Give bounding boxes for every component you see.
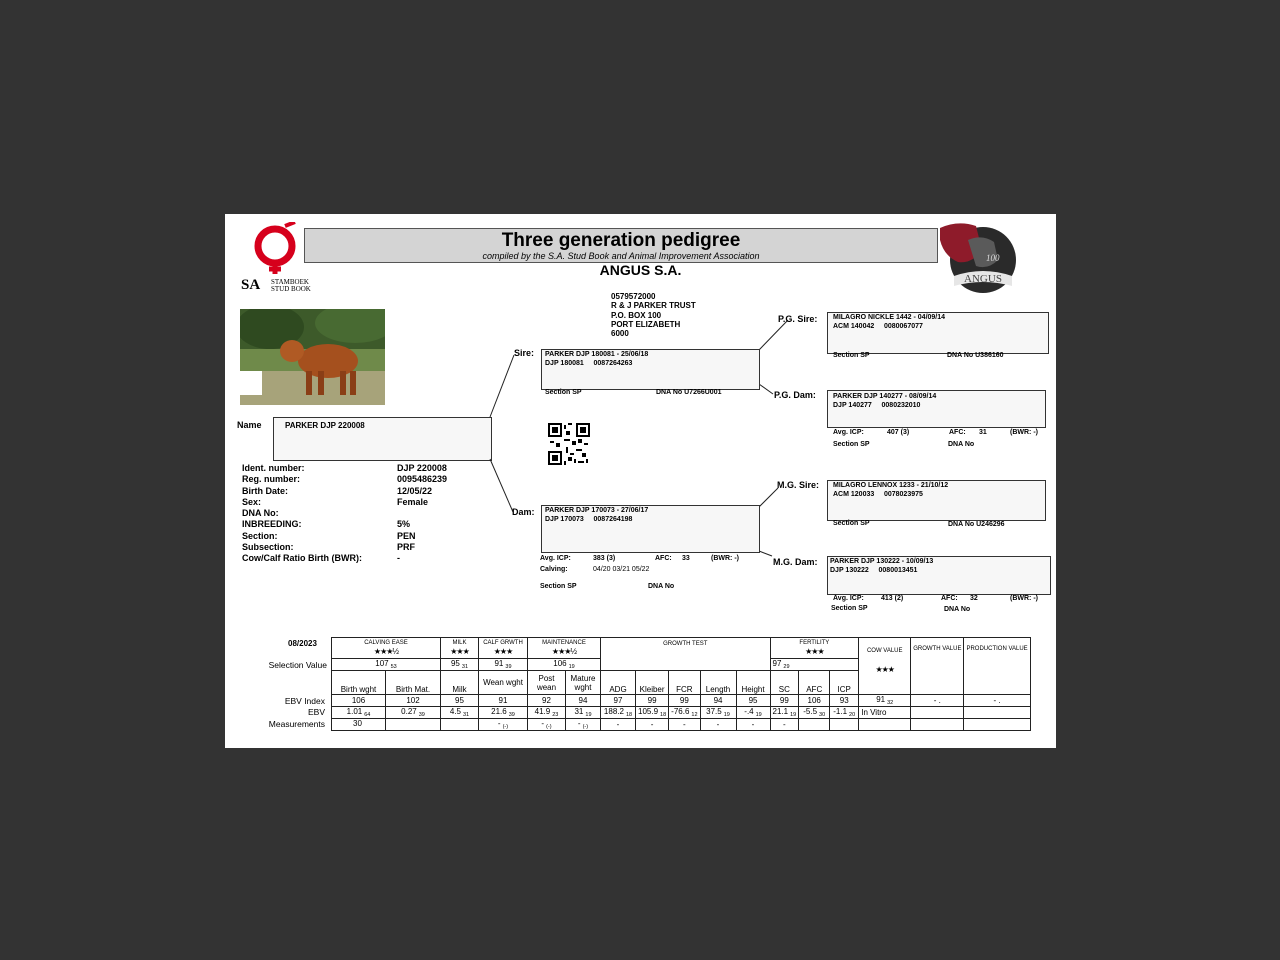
mg-dam-afc-label: AFC: — [941, 595, 958, 602]
ebv-value: -1.1 — [833, 707, 848, 716]
logo-sa-text: SA — [241, 277, 261, 293]
detail-label: Birth Date: — [242, 485, 289, 496]
measurement-empty-cell — [964, 719, 1030, 731]
owner-line: P.O. BOX 100 — [611, 310, 662, 320]
ebv-group-header-row — [332, 638, 1031, 659]
selection-value: 106 — [553, 659, 567, 668]
calving-ease-header — [332, 638, 441, 659]
milk-stars: ★★★ — [450, 647, 469, 656]
detail-value: Female — [397, 496, 429, 507]
ebv-value: 37.5 — [706, 707, 722, 716]
ebv-cell — [479, 707, 528, 719]
logo-100-text: 100 — [986, 253, 1000, 263]
column-header: Height — [736, 671, 770, 695]
dam-bwr: (BWR: -) — [711, 555, 739, 562]
index-cell: 106 — [332, 695, 386, 707]
sire-line2: DJP 180081 0087264263 — [545, 360, 633, 367]
measurement-cell — [736, 719, 770, 731]
page-subtitle: compiled by the S.A. Stud Book and Animal Improvement Association — [482, 251, 760, 261]
ebv-value: -5.5 — [803, 707, 818, 716]
column-header: Length — [700, 671, 736, 695]
detail-value: 5% — [397, 519, 411, 530]
ebv-accuracy: 19 — [755, 712, 762, 718]
pg-dam-section: Section SP — [833, 441, 870, 448]
dam-section: Section SP — [540, 583, 577, 590]
ebv-value: -76.6 — [671, 707, 690, 716]
detail-label: Ident. number: — [242, 463, 305, 473]
pg-sire-dna: DNA No U386160 — [947, 352, 1004, 359]
maintenance-title: MAINTENANCE — [542, 640, 586, 646]
sire-label: Sire: — [514, 348, 535, 358]
ebv-empty-cell — [911, 707, 964, 719]
index-cell: 94 — [700, 695, 736, 707]
detail-value: DJP 220008 — [397, 463, 447, 473]
detail-value: 0095486239 — [397, 474, 448, 485]
dam-label: Dam: — [512, 507, 535, 517]
ebv-date: 08/2023 — [288, 639, 317, 648]
ebv-table — [331, 637, 1031, 731]
cow-value-title: COW VALUE — [866, 648, 903, 654]
dam-afc-label: AFC: — [655, 555, 672, 562]
measurement-value: - — [616, 720, 620, 729]
ebv-index-row — [332, 695, 1031, 707]
pg-dam-afc-label: AFC: — [949, 429, 966, 436]
calf-growth-header — [479, 638, 528, 659]
index-production-value: - . — [964, 695, 1030, 707]
index-cell: 93 — [830, 695, 859, 707]
ebv-cell — [601, 707, 636, 719]
column-header: Milk — [441, 671, 479, 695]
measurement-cell — [669, 719, 700, 731]
ebv-value: 21.1 — [772, 707, 789, 716]
pg-sire-line1: MILAGRO NICKLE 1442 - 04/09/14 — [833, 314, 946, 321]
measurement-cell — [566, 719, 601, 731]
selection-value-label: Selection Value — [268, 660, 327, 670]
ebv-value: 188.2 — [603, 707, 624, 716]
measurement-value: - — [783, 720, 786, 729]
index-cell: 95 — [441, 695, 479, 707]
mg-dam-icp-label: Avg. ICP: — [833, 595, 864, 602]
production-value-header — [964, 638, 1030, 695]
measurement-cell — [700, 719, 736, 731]
ebv-cell — [636, 707, 669, 719]
selection-calving-ease — [332, 659, 441, 671]
ebv-accuracy: 18 — [660, 712, 667, 718]
maintenance-header — [528, 638, 601, 659]
mg-dam-line1: PARKER DJP 130222 - 10/09/13 — [830, 558, 934, 565]
ebv-accuracy: 19 — [723, 712, 730, 718]
column-header: ADG — [601, 671, 636, 695]
calf-growth-stars: ★★★ — [493, 647, 513, 656]
mg-dam-icp-value: 413 (2) — [881, 595, 904, 602]
index-cell: 94 — [566, 695, 601, 707]
milk-title: MILK — [452, 640, 467, 646]
growth-test-header — [601, 638, 771, 671]
pg-sire-line2: ACM 140042 0080067077 — [833, 323, 923, 330]
selection-calf-growth — [479, 659, 528, 671]
ebv-row — [332, 707, 1031, 719]
selection-accuracy: 29 — [783, 664, 790, 670]
mg-sire-dna: DNA No U246296 — [948, 521, 1005, 528]
column-header: Birth wght — [332, 671, 386, 695]
detail-value: PEN — [397, 530, 416, 541]
calving-ease-title: CALVING EASE — [364, 640, 408, 646]
selection-value: 95 — [450, 659, 460, 668]
index-cell: 102 — [386, 695, 441, 707]
production-value-title: PRODUCTION VALUE — [966, 646, 1028, 652]
ebv-cell — [770, 707, 799, 719]
measurement-value: - — [650, 720, 654, 729]
ebv-label: EBV — [307, 707, 325, 717]
sire-line1: PARKER DJP 180081 - 25/06/18 — [545, 351, 649, 358]
dam-line2: DJP 170073 0087264198 — [545, 516, 633, 523]
qr-code — [548, 423, 590, 465]
dam-dna: DNA No — [648, 583, 675, 590]
index-cell: 95 — [736, 695, 770, 707]
animal-name: PARKER DJP 220008 — [285, 421, 365, 430]
mg-dam-bwr: (BWR: -) — [1010, 595, 1038, 602]
breed-name: ANGUS S.A. — [599, 262, 682, 278]
ebv-cell — [736, 707, 770, 719]
logo-angus-text: ANGUS — [964, 273, 1002, 285]
ebv-cell — [566, 707, 601, 719]
measurement-cell — [332, 719, 386, 731]
growth-value-title: GROWTH VALUE — [913, 646, 962, 652]
ebv-cell — [332, 707, 386, 719]
cow-value-accuracy: 32 — [887, 700, 894, 706]
dam-box — [541, 505, 760, 553]
detail-label: Sex: — [242, 496, 262, 507]
pg-dam-box — [827, 390, 1046, 428]
dam-calving-value: 04/20 03/21 05/22 — [593, 566, 650, 573]
column-header: Post wean — [528, 671, 566, 695]
column-header: AFC — [799, 671, 830, 695]
ebv-value: 1.01 — [346, 707, 363, 716]
mg-dam-line2: DJP 130222 0080013451 — [830, 567, 918, 574]
ebv-accuracy: 39 — [418, 712, 425, 718]
column-header: Birth Mat. — [386, 671, 441, 695]
sire-dna: DNA No U7266U001 — [656, 389, 722, 396]
detail-label: Cow/Calf Ratio Birth (BWR): — [242, 553, 362, 564]
owner-line: R & J PARKER TRUST — [611, 301, 696, 311]
index-cell: 91 — [479, 695, 528, 707]
detail-label: Subsection: — [242, 542, 294, 553]
selection-maintenance — [528, 659, 601, 671]
ebv-value: 41.9 — [534, 707, 551, 716]
owner-line: PORT ELIZABETH — [611, 319, 681, 329]
cow-value-header — [859, 638, 911, 695]
ebv-accuracy: 31 — [463, 712, 470, 718]
index-cow-value — [859, 695, 911, 707]
column-header: Mature wght — [566, 671, 601, 695]
ebv-cell — [386, 707, 441, 719]
pg-dam-afc-value: 31 — [979, 429, 987, 436]
selection-value: 91 — [494, 659, 504, 668]
growth-value-header — [911, 638, 964, 695]
logo-stamboek-text: STAMBOEK — [271, 278, 309, 286]
mg-dam-afc-value: 32 — [970, 595, 978, 602]
name-label: Name — [237, 420, 262, 430]
pg-sire-box — [827, 312, 1049, 354]
mg-dam-label: M.G. Dam: — [773, 557, 818, 567]
measurement-sub: (-) — [582, 724, 589, 730]
selection-accuracy: 19 — [568, 664, 575, 670]
dam-line1: PARKER DJP 170073 - 27/06/17 — [545, 507, 649, 514]
dam-afc-value: 33 — [682, 555, 690, 562]
ebv-cell — [830, 707, 859, 719]
measurements-row — [332, 719, 1031, 731]
ebv-accuracy: 39 — [508, 712, 515, 718]
ebv-accuracy: 19 — [585, 712, 592, 718]
selection-value: 107 — [375, 659, 389, 668]
ebv-cell — [528, 707, 566, 719]
ebv-value: -.4 — [744, 707, 754, 716]
detail-label: Section: — [242, 530, 278, 541]
measurement-cell — [441, 719, 479, 731]
measurement-cell — [528, 719, 566, 731]
measurement-sub: (-) — [502, 724, 509, 730]
calf-growth-title: CALF GRWTH — [483, 640, 523, 646]
ebv-value: 4.5 — [449, 707, 461, 716]
measurement-value: 30 — [353, 719, 362, 728]
ebv-cell — [441, 707, 479, 719]
pg-sire-section: Section SP — [833, 352, 870, 359]
owner-line: 6000 — [611, 329, 629, 339]
ebv-cell — [669, 707, 700, 719]
detail-value: - — [397, 553, 400, 564]
ebv-accuracy: 12 — [691, 712, 698, 718]
ebv-cell — [799, 707, 830, 719]
pg-sire-label: P.G. Sire: — [778, 314, 818, 324]
index-growth-value: - . — [911, 695, 964, 707]
mg-sire-section: Section SP — [833, 520, 870, 527]
ebv-value: 0.27 — [401, 707, 417, 716]
mg-sire-line1: MILAGRO LENNOX 1233 - 21/10/12 — [833, 482, 949, 489]
ebv-accuracy: 30 — [819, 712, 826, 718]
selection-accuracy: 53 — [390, 664, 397, 670]
measurement-cell — [601, 719, 636, 731]
sire-box — [541, 349, 760, 390]
detail-label: INBREEDING: — [242, 519, 302, 530]
index-cell: 99 — [770, 695, 799, 707]
column-header: Wean wght — [479, 671, 528, 695]
ebv-cell — [700, 707, 736, 719]
mg-dam-section: Section SP — [831, 605, 868, 612]
measurement-value: - — [716, 720, 720, 729]
index-cell: 99 — [669, 695, 700, 707]
milk-header — [441, 638, 479, 659]
mg-sire-line2: ACM 120033 0078023975 — [833, 491, 923, 498]
detail-value: 12/05/22 — [397, 485, 433, 496]
measurement-value: - — [683, 720, 686, 729]
mg-sire-box — [827, 480, 1046, 521]
cow-value-index: 91 — [876, 695, 886, 704]
ebv-value: 21.6 — [491, 707, 507, 716]
measurement-cell — [636, 719, 669, 731]
fertility-title: FERTILITY — [799, 640, 830, 646]
index-cell: 99 — [636, 695, 669, 707]
dam-calving-label: Calving: — [540, 566, 568, 573]
measurement-sub: (-) — [546, 724, 552, 730]
column-header: FCR — [669, 671, 700, 695]
measurement-value: - — [577, 719, 581, 728]
ebv-accuracy: 23 — [552, 712, 559, 718]
index-cell: 97 — [601, 695, 636, 707]
fertility-stars: ★★★ — [805, 647, 824, 656]
measurement-cell — [830, 719, 859, 731]
selection-fertility — [770, 659, 859, 671]
pg-dam-label: P.G. Dam: — [774, 390, 816, 400]
column-header: Kleiber — [636, 671, 669, 695]
ebv-accuracy: 19 — [790, 712, 797, 718]
ebv-accuracy: 20 — [849, 712, 856, 718]
measurement-value: - — [751, 720, 755, 729]
sire-section: Section SP — [545, 389, 582, 396]
measurement-cell — [479, 719, 528, 731]
column-header: ICP — [830, 671, 859, 695]
ebv-value: 31 — [574, 707, 584, 716]
mg-dam-box — [827, 556, 1051, 595]
growth-test-title: GROWTH TEST — [663, 641, 708, 647]
detail-label: DNA No: — [242, 508, 279, 519]
dam-icp-label: Avg. ICP: — [540, 555, 571, 562]
selection-milk — [441, 659, 479, 671]
mg-dam-dna: DNA No — [944, 606, 971, 613]
measurement-value: - — [541, 719, 545, 728]
column-header: SC — [770, 671, 799, 695]
mg-sire-label: M.G. Sire: — [777, 480, 820, 490]
pg-dam-dna: DNA No — [948, 441, 975, 448]
measurement-cell — [770, 719, 799, 731]
selection-value: 97 — [772, 659, 782, 668]
pg-dam-line2: DJP 140277 0080232010 — [833, 402, 921, 409]
measurement-cell — [799, 719, 830, 731]
ebv-index-label: EBV Index — [284, 696, 325, 706]
pg-dam-line1: PARKER DJP 140277 - 08/09/14 — [833, 393, 937, 400]
measurement-empty-cell — [859, 719, 911, 731]
ebv-accuracy: 18 — [625, 712, 633, 718]
ebv-note: In Vitro — [859, 707, 911, 719]
maintenance-stars: ★★★½ — [551, 647, 577, 656]
page-title: Three generation pedigree — [501, 230, 741, 251]
selection-accuracy: 39 — [505, 664, 512, 670]
fertility-header — [770, 638, 859, 659]
selection-accuracy: 31 — [461, 664, 469, 670]
pg-dam-icp-value: 407 (3) — [887, 429, 910, 436]
ebv-value: 105.9 — [638, 707, 659, 716]
index-cell: 92 — [528, 695, 566, 707]
measurements-label: Measurements — [268, 719, 325, 729]
measurement-value: - — [497, 719, 501, 728]
index-cell: 106 — [799, 695, 830, 707]
detail-label: Reg. number: — [242, 474, 301, 485]
calving-ease-stars: ★★★½ — [373, 647, 399, 656]
pg-dam-icp-label: Avg. ICP: — [833, 429, 864, 436]
logo-studbook-text: STUD BOOK — [271, 285, 311, 293]
pg-dam-bwr: (BWR: -) — [1010, 429, 1038, 436]
detail-value: PRF — [397, 542, 415, 553]
measurement-cell — [386, 719, 441, 731]
measurement-empty-cell — [911, 719, 964, 731]
ebv-empty-cell — [964, 707, 1030, 719]
pedigree-document — [225, 214, 1056, 748]
dam-icp-value: 383 (3) — [593, 555, 616, 562]
cow-value-stars: ★★★ — [875, 665, 894, 674]
ebv-accuracy: 64 — [364, 712, 371, 718]
owner-line: 0579572000 — [611, 292, 656, 301]
